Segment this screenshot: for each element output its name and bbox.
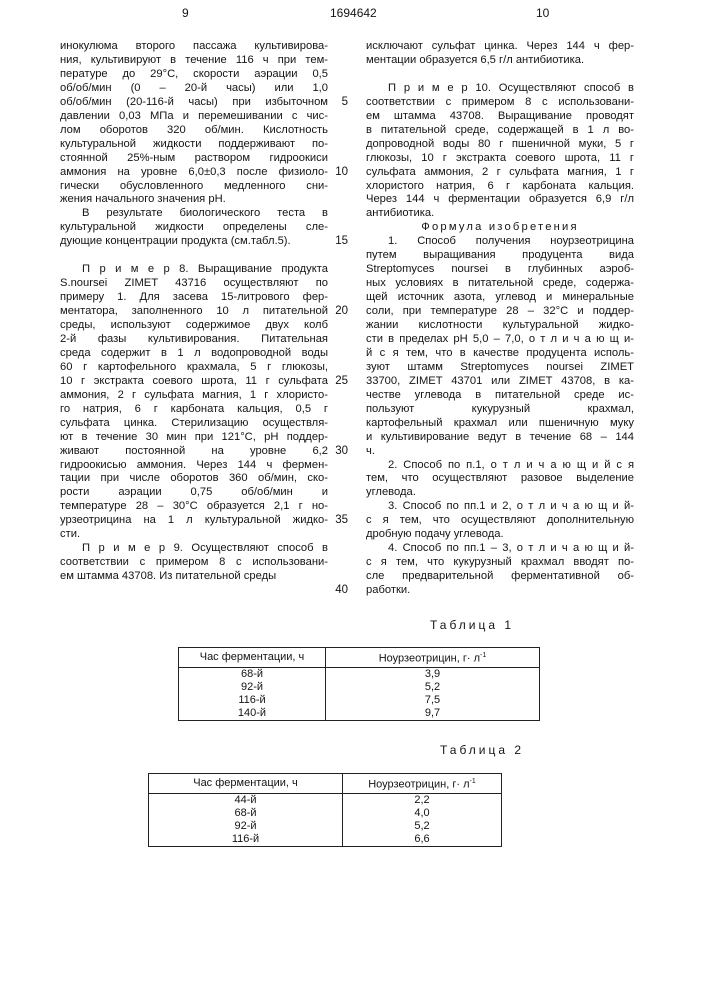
text-line: глюкозы, 10 г экстракта соевого шрота, 11 г — [366, 152, 634, 165]
concentration-cell: 9,7 — [326, 707, 540, 721]
text-line: сульфата аммония, 2 г сульфата магния, 1 г — [366, 166, 634, 179]
text-line: сульфата цинка. Стерилизацию осуществля- — [60, 417, 328, 430]
text-line: 2-й фазы культивирования. Питательная — [60, 333, 328, 346]
text-line: об/об/мин (0 – 20-й часы) или 1,0 — [60, 82, 328, 95]
table-row — [149, 820, 502, 833]
text-line: сти в пределах pH 5,0 – 7,0, о т л и ч а ю щ и- — [366, 333, 634, 346]
hour-cell: 116-й — [179, 694, 326, 707]
hour-cell: 44-й — [149, 793, 343, 807]
text-line: жения начального значения pH. — [60, 193, 328, 206]
blank-line — [366, 68, 634, 81]
text-line: соответствии с примером 8 с использовани- — [60, 556, 328, 569]
table-1-caption: Таблица 1 — [430, 618, 514, 632]
text-line: температуре 28 – 30°С образуется 2,1 г но- — [60, 500, 328, 513]
text-line: П р и м е р 10. Осуществляют способ в — [388, 82, 634, 95]
text-line: лом оборотов 320 об/мин. Кислотность — [60, 124, 328, 137]
text-line: пользуют кукурузный крахмал, — [366, 403, 634, 416]
text-line: 10 г экстракта соевого шрота, 11 г сульфата — [60, 375, 328, 388]
text-line: жании кислотности культуральной жидко- — [366, 319, 634, 332]
table-2-header-hours: Час ферментации, ч — [149, 774, 343, 794]
table-2-caption: Таблица 2 — [440, 743, 524, 757]
line-number: 20 — [328, 305, 348, 318]
table-row — [149, 807, 502, 820]
text-line: углевода. — [366, 486, 634, 499]
text-line: работки. — [366, 584, 634, 597]
text-line: среды, используют содержимое двух колб — [60, 319, 328, 332]
text-line: рости аэрации 0,75 об/об/мин и — [60, 486, 328, 499]
text-line: хлористого натрия, 6 г карбоната кальция. — [366, 180, 634, 193]
text-line: аммония, 2 г сульфата магния, 1 г хлористо- — [60, 389, 328, 402]
text-line: честве углевода в питательной среде ис- — [366, 389, 634, 402]
table-1-header-hours: Час ферментации, ч — [179, 648, 326, 668]
line-number: 35 — [328, 514, 348, 527]
text-line: 3. Способ по пп.1 и 2, о т л и ч а ю щ и й- — [388, 500, 634, 513]
line-number: 10 — [328, 166, 348, 179]
patent-number: 1694642 — [330, 6, 377, 20]
text-line: путем выращивания продуцента вида — [366, 249, 634, 262]
line-number: 25 — [328, 375, 348, 388]
concentration-cell: 4,0 — [343, 807, 502, 820]
hour-cell: 92-й — [179, 681, 326, 694]
text-line: картофельный крахмал или пшеничную муку — [366, 417, 634, 430]
hour-cell: 68-й — [179, 667, 326, 681]
text-line: й с я тем, что в качестве продуцента исполь- — [366, 347, 634, 360]
text-line: сти. — [60, 528, 328, 541]
header-exponent: -1 — [470, 778, 476, 785]
concentration-cell: 2,2 — [343, 793, 502, 807]
text-line: допроводной воды 80 г пшеничной муки, 5 г — [366, 138, 634, 151]
text-line: стоянной 25%-ным раствором гидроокиси — [60, 152, 328, 165]
text-line: П р и м е р 8. Выращивание продукта — [82, 263, 328, 276]
table-2-header-concentration — [343, 774, 502, 794]
table-row — [149, 793, 502, 807]
text-line: ч. — [366, 445, 634, 458]
text-line: тем, что осуществляют разовое выделение — [366, 472, 634, 485]
text-line: об/об/мин (20-116-й часы) при избыточном — [60, 96, 328, 109]
hour-cell: 68-й — [149, 807, 343, 820]
table-2 — [148, 773, 502, 847]
text-line: ментатора, заполненного 10 л питательной — [60, 305, 328, 318]
table-row — [179, 681, 540, 694]
text-line: 2. Способ по п.1, о т л и ч а ю щ и й с я — [388, 459, 634, 472]
table-row — [179, 707, 540, 721]
text-line: примеру 1. Для засева 15-литрового фер- — [60, 291, 328, 304]
table-row — [179, 667, 540, 681]
concentration-cell: 5,2 — [343, 820, 502, 833]
text-line: гидроокисью аммония. Через 144 ч фермен- — [60, 459, 328, 472]
text-line: пературе до 29°С, скорости аэрации 0,5 — [60, 68, 328, 81]
text-line: ных условиях в питательной среде, содержа- — [366, 277, 634, 290]
table-row — [149, 833, 502, 847]
text-line: живают постоянной на уровне 6,2 — [60, 445, 328, 458]
text-line: ем штамма 43708. Из питательной среды — [60, 570, 328, 583]
text-line: сле предварительной ферментативной об- — [366, 570, 634, 583]
text-line: в питательной среде, содержащей в 1 л во- — [366, 124, 634, 137]
text-line: урзеотрицина на 1 л культуральной жидко- — [60, 514, 328, 527]
text-line: культуральной жидкости поддерживают по- — [60, 138, 328, 151]
text-line: Через 144 ч ферментации образуется 6,9 г/л — [366, 193, 634, 206]
text-line: го натрия, 6 г карбоната кальция, 0,5 г — [60, 403, 328, 416]
text-line: П р и м е р 9. Осуществляют способ в — [82, 542, 328, 555]
table-1 — [178, 647, 540, 721]
page-number-right: 10 — [536, 6, 549, 20]
text-line: В результате биологического теста в — [82, 207, 328, 220]
text-line: гически обусловленного медленного сни- — [60, 180, 328, 193]
text-line: Streptomyces noursei в глубинных аэроб- — [366, 263, 634, 276]
table-1-header-concentration — [326, 648, 540, 668]
concentration-cell: 6,6 — [343, 833, 502, 847]
header-exponent: -1 — [480, 652, 486, 659]
text-line: тации при числе оборотов 360 об/мин, ско- — [60, 472, 328, 485]
text-line: инокулюма второго пассажа культивирова- — [60, 40, 328, 53]
text-line: щей источник азота, углевод и минеральные — [366, 291, 634, 304]
line-number: 30 — [328, 445, 348, 458]
text-line: культуральной жидкости определены сле- — [60, 221, 328, 234]
concentration-cell: 3,9 — [326, 667, 540, 681]
text-line: Формула изобретения — [366, 221, 634, 234]
text-line: ментации образуется 6,5 г/л антибиотика. — [366, 54, 634, 67]
hour-cell: 140-й — [179, 707, 326, 721]
text-line: ют в течение 30 мин при 121°С, pH поддер- — [60, 431, 328, 444]
text-line: среда содержит в 1 л водопроводной воды — [60, 347, 328, 360]
text-line: 4. Способ по пп.1 – 3, о т л и ч а ю щ и й- — [388, 542, 634, 555]
text-line: давлении 0,03 МПа и перемешивании с чис- — [60, 110, 328, 123]
text-line: S.noursei ZIMET 43716 осуществляют по — [60, 277, 328, 290]
text-line: ния, культивируют в течение 116 ч при тем- — [60, 54, 328, 67]
line-number: 40 — [328, 584, 348, 597]
text-line: антибиотика. — [366, 207, 634, 220]
text-line: и культивирование ведут в течение 68 – 144 — [366, 431, 634, 444]
table-row — [179, 694, 540, 707]
header-text: Ноурзеотрицин, г· л — [379, 653, 480, 665]
blank-line — [60, 249, 328, 262]
concentration-cell: 7,5 — [326, 694, 540, 707]
header-text: Ноурзеотрицин, г· л — [368, 779, 469, 791]
text-line: дующие концентрации продукта (см.табл.5). — [60, 235, 328, 248]
text-line: аммония на уровне 6,0±0,3 после физиоло- — [60, 166, 328, 179]
concentration-cell: 5,2 — [326, 681, 540, 694]
line-number: 15 — [328, 235, 348, 248]
text-line: с я тем, что осуществляют дополнительную — [366, 514, 634, 527]
line-number: 5 — [328, 96, 348, 109]
hour-cell: 92-й — [149, 820, 343, 833]
text-line: с я тем, что кукурузный крахмал вводят по- — [366, 556, 634, 569]
text-line: 33700, ZIMET 43701 или ZIMET 43708, в ка- — [366, 375, 634, 388]
page-number-left: 9 — [182, 6, 189, 20]
text-line: дробную подачу углевода. — [366, 528, 634, 541]
text-line: 60 г картофельного крахмала, 5 г глюкозы, — [60, 361, 328, 374]
text-line: соответствии с примером 8 с использовани- — [366, 96, 634, 109]
text-line: зуют штамм Streptomyces noursei ZIMET — [366, 361, 634, 374]
text-line: ем штамма 43708. Выращивание проводят — [366, 110, 634, 123]
text-line: 1. Способ получения ноурзеотрицина — [388, 235, 634, 248]
hour-cell: 116-й — [149, 833, 343, 847]
text-line: соли, при температуре 28 – 32°С и поддер- — [366, 305, 634, 318]
text-line: исключают сульфат цинка. Через 144 ч фер- — [366, 40, 634, 53]
